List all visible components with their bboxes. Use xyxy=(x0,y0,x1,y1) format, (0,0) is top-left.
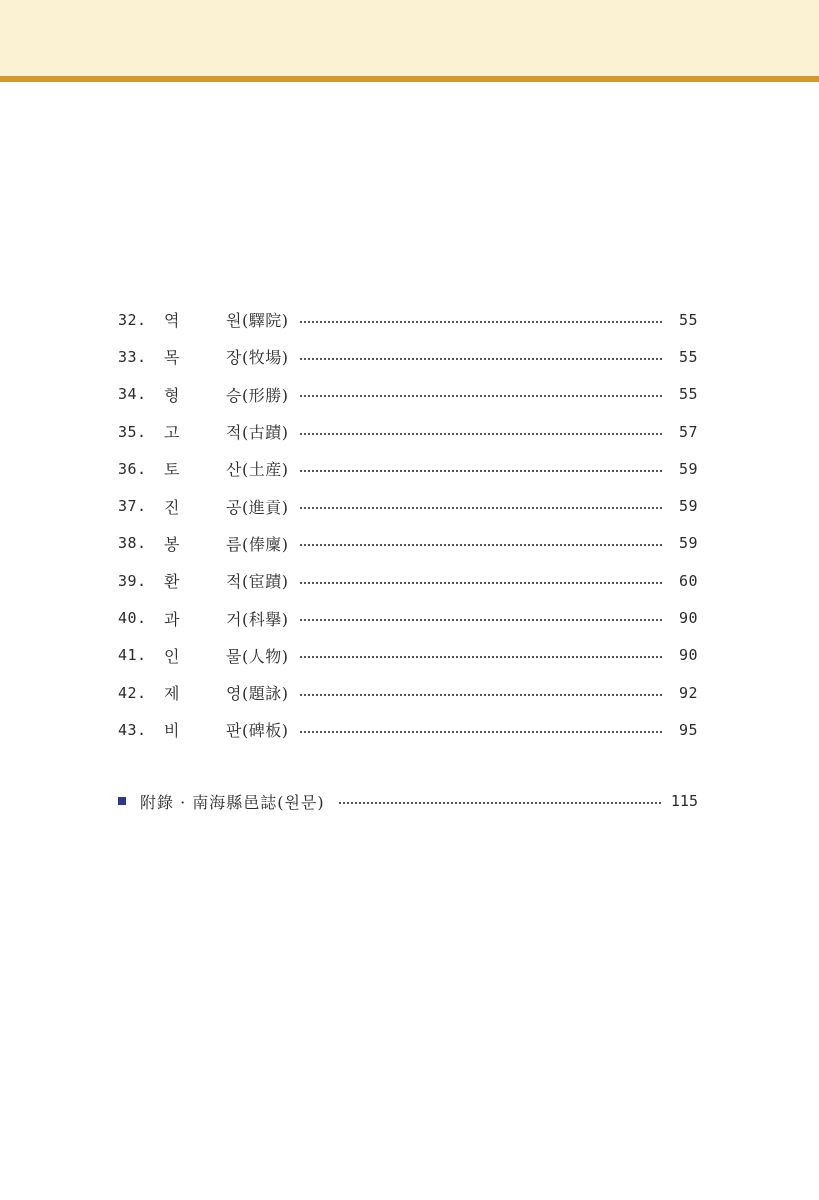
entry-title-first: 목 xyxy=(164,348,180,368)
entry-title-rest: 적(古蹟) xyxy=(226,423,289,443)
entry-title-first: 형 xyxy=(164,385,180,405)
toc-entry[interactable] xyxy=(118,599,698,636)
entry-number: 37. xyxy=(118,497,147,516)
leader-dots xyxy=(300,358,662,360)
entry-page: 59 xyxy=(678,459,698,478)
appendix-title: 附錄 · 南海縣邑誌(원문) xyxy=(140,792,325,812)
entry-title-first: 환 xyxy=(164,572,180,592)
entry-page: 92 xyxy=(678,683,698,702)
toc-entry[interactable] xyxy=(118,376,698,413)
leader-dots xyxy=(300,731,662,733)
leader-dots xyxy=(300,433,662,435)
appendix-entry[interactable] xyxy=(118,786,698,816)
toc-entry[interactable] xyxy=(118,450,698,487)
appendix-page: 115 xyxy=(670,792,698,810)
entry-page: 59 xyxy=(678,497,698,516)
entry-page: 60 xyxy=(678,571,698,590)
entry-title-rest: 거(科擧) xyxy=(226,609,289,629)
toc-entry[interactable] xyxy=(118,525,698,562)
entry-title-rest: 공(進貢) xyxy=(226,497,289,517)
entry-title-rest: 승(形勝) xyxy=(226,385,289,405)
entry-title-first: 과 xyxy=(164,609,180,629)
entry-number: 40. xyxy=(118,609,147,628)
toc-entry[interactable] xyxy=(118,338,698,375)
toc-entry[interactable] xyxy=(118,674,698,711)
toc-entry[interactable] xyxy=(118,413,698,450)
entry-number: 34. xyxy=(118,385,147,404)
entry-title-first: 인 xyxy=(164,646,180,666)
entry-number: 32. xyxy=(118,310,147,329)
leader-dots xyxy=(339,802,661,804)
toc-entry[interactable] xyxy=(118,637,698,674)
entry-title-rest: 영(題詠) xyxy=(226,684,289,704)
entry-page: 59 xyxy=(678,534,698,553)
entry-page: 95 xyxy=(678,720,698,739)
entry-title-rest: 산(土産) xyxy=(226,460,289,480)
entry-number: 33. xyxy=(118,347,147,366)
header-band xyxy=(0,0,819,76)
entry-title-first: 역 xyxy=(164,311,180,331)
entry-title-rest: 물(人物) xyxy=(226,646,289,666)
table-of-contents xyxy=(118,301,698,749)
toc-entry[interactable] xyxy=(118,487,698,524)
leader-dots xyxy=(300,544,662,546)
leader-dots xyxy=(300,321,662,323)
entry-title-first: 봉 xyxy=(164,534,180,554)
toc-entry[interactable] xyxy=(118,301,698,338)
entry-number: 39. xyxy=(118,571,147,590)
leader-dots xyxy=(300,656,662,658)
entry-title-rest: 장(牧場) xyxy=(226,348,289,368)
entry-number: 42. xyxy=(118,683,147,702)
entry-title-first: 토 xyxy=(164,460,180,480)
entry-page: 55 xyxy=(678,347,698,366)
entry-page: 57 xyxy=(678,422,698,441)
entry-page: 90 xyxy=(678,609,698,628)
toc-entry[interactable] xyxy=(118,711,698,748)
square-bullet-icon xyxy=(118,797,126,805)
entry-number: 36. xyxy=(118,459,147,478)
leader-dots xyxy=(300,395,662,397)
header-rule xyxy=(0,76,819,82)
entry-title-rest: 원(驛院) xyxy=(226,311,289,331)
leader-dots xyxy=(300,470,662,472)
entry-number: 38. xyxy=(118,534,147,553)
entry-title-rest: 판(碑板) xyxy=(226,721,289,741)
leader-dots xyxy=(300,619,662,621)
entry-title-first: 비 xyxy=(164,721,180,741)
leader-dots xyxy=(300,694,662,696)
leader-dots xyxy=(300,507,662,509)
entry-page: 90 xyxy=(678,646,698,665)
entry-title-first: 진 xyxy=(164,497,180,517)
entry-title-rest: 름(俸廩) xyxy=(226,534,289,554)
entry-number: 41. xyxy=(118,646,147,665)
entry-title-first: 제 xyxy=(164,684,180,704)
entry-number: 35. xyxy=(118,422,147,441)
toc-entry[interactable] xyxy=(118,562,698,599)
entry-title-rest: 적(宦蹟) xyxy=(226,572,289,592)
entry-title-first: 고 xyxy=(164,423,180,443)
entry-page: 55 xyxy=(678,385,698,404)
entry-number: 43. xyxy=(118,720,147,739)
leader-dots xyxy=(300,582,662,584)
entry-page: 55 xyxy=(678,310,698,329)
